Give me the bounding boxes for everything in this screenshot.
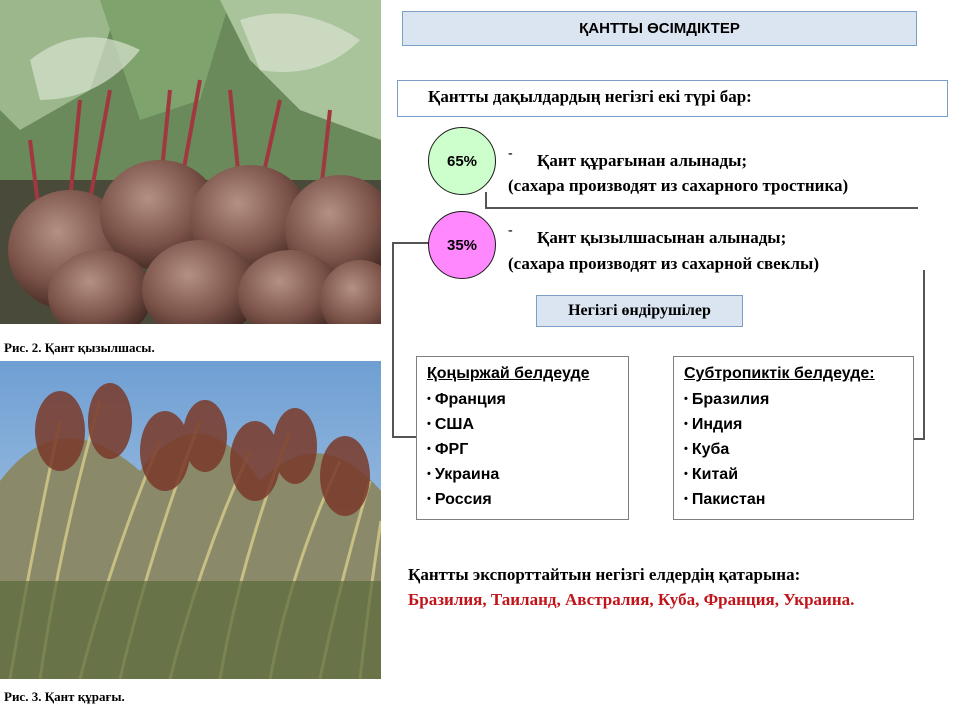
list-item: • Куба [684,441,730,458]
connector-line [392,436,416,438]
subtropical-zone-heading: Субтропиктік белдеуде: [684,365,875,382]
subtropical-zone-list [673,356,914,520]
export-countries: Бразилия, Таиланд, Австралия, Куба, Франция, Украина. [408,590,855,609]
list-item: • ФРГ [427,441,469,458]
connector-line [392,242,430,244]
list-item: • Украина [427,466,500,483]
beet-source-ru: (сахара производят из сахарной свеклы) [508,254,819,273]
cane-caption: Рис. 3. Қант құрағы. [4,689,125,704]
connector-line [392,242,394,438]
list-item: • Франция [427,391,506,408]
export-lead: Қантты экспорттайтын негізгі елдердің қатарына: [408,565,801,584]
list-dash: - [508,146,513,161]
list-item: • Россия [427,491,492,508]
beet-source-kz: Қант қызылшасынан алынады; [537,228,787,247]
list-item: • США [427,416,475,433]
page-title: ҚАНТТЫ ӨСІМДІКТЕР [402,11,917,46]
export-paragraph [408,562,928,612]
percent-value: 35% [446,236,478,254]
connector-line [485,192,487,208]
connector-line [923,270,925,440]
sugar-beet-photo [0,0,381,324]
intro-text: Қантты дақылдардың негізгі екі түрі бар: [397,80,948,117]
list-item: • Китай [684,466,739,483]
list-item: • Пакистан [684,491,766,508]
percent-value: 65% [446,152,478,170]
connector-line [913,438,925,440]
temperate-zone-heading: Қоңыржай белдеуде [427,365,590,382]
list-dash: - [508,223,513,238]
percent-circle-cane [428,127,496,195]
list-item: • Индия [684,416,743,433]
connector-line [485,207,918,209]
beet-caption: Рис. 2. Қант қызылшасы. [4,340,155,355]
temperate-zone-list [416,356,629,520]
producers-label: Негізгі өндірушілер [536,295,743,327]
cane-source-ru: (сахара производят из сахарного тростника) [508,176,849,195]
sugar-cane-photo [0,361,381,679]
percent-circle-beet [428,211,496,279]
list-item: • Бразилия [684,391,770,408]
cane-source-kz: Қант құрағынан алынады; [537,151,748,170]
